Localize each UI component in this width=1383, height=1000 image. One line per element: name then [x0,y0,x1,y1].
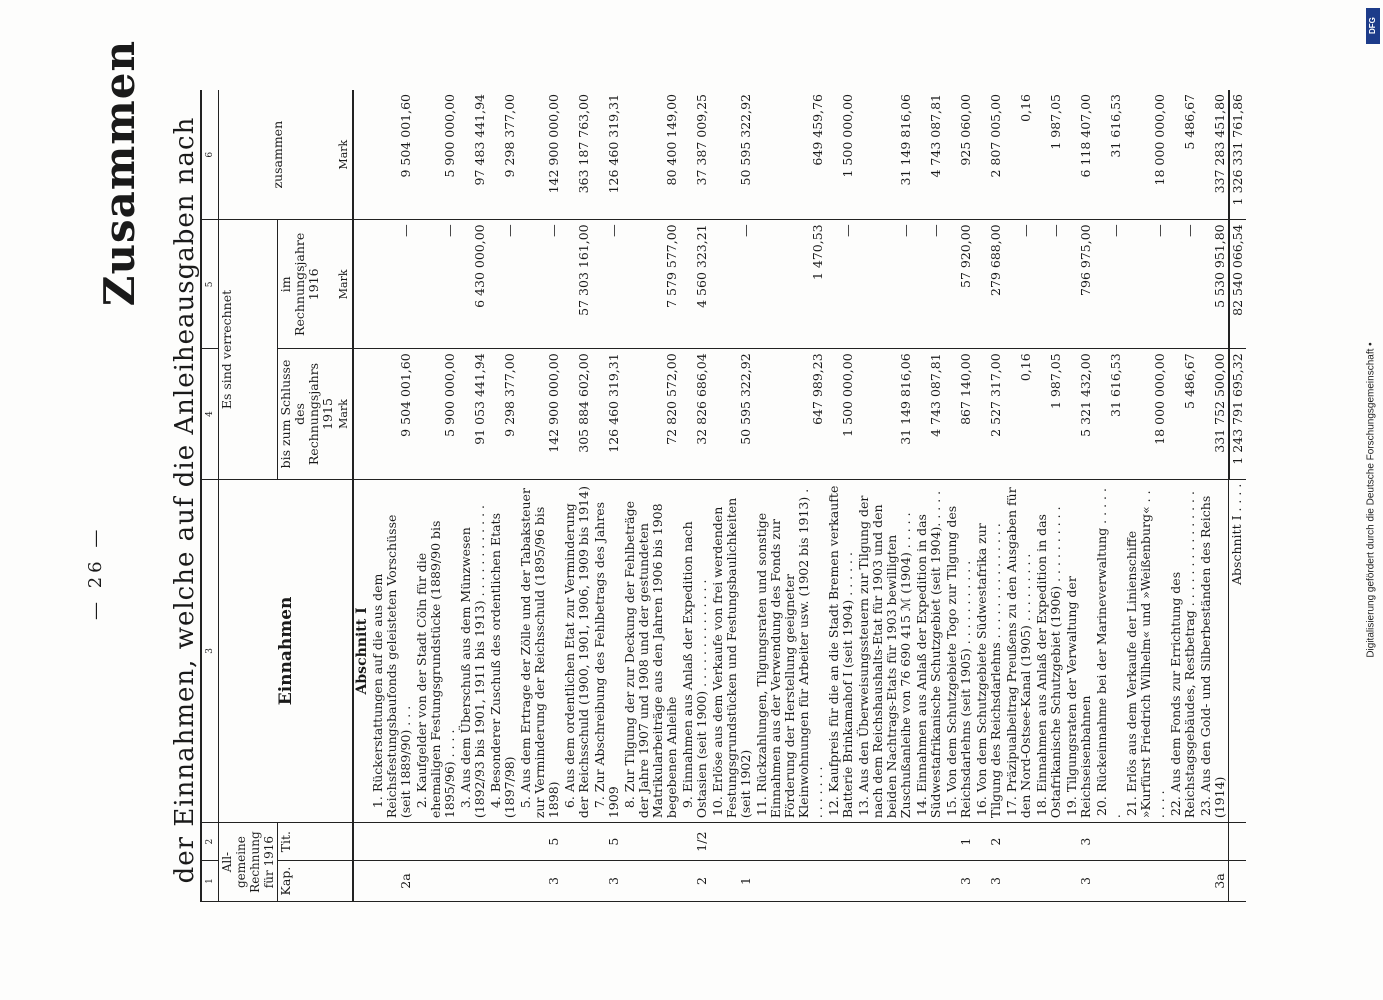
column-number-row [201,90,219,902]
table-row [974,90,1004,902]
total-c4: 1 243 791 695,32 [1229,349,1246,479]
title-text: Zusammen [95,40,144,307]
header-mark-4: Mark [336,349,353,479]
item-number: 10. [710,796,725,817]
kap-cell [826,861,856,902]
col-num-5: 5 [201,220,219,349]
kap-cell: 3 [944,861,974,902]
kap-cell: 1 [710,861,754,902]
description-cell [414,479,458,822]
description-cell [592,479,622,822]
header-einnahmen: Einnahmen [219,479,354,822]
col4-cell: 647 989,23 [754,349,826,479]
table-row [414,90,458,902]
table-row [826,90,856,902]
description-cell [1034,479,1064,822]
col5-cell: 4 560 323,21 [680,220,710,349]
dfg-logo: DFG [1366,8,1380,44]
item-text: Aus dem Fonds zur Errichtung des Reichstagsgebäudes, Restbetrag . . . . . . . . . . . . . . . [1168,491,1197,819]
col4-cell: 18 000 000,00 [1124,349,1168,479]
col6-cell: 31 149 816,06 [856,90,914,220]
item-number: 22. [1168,796,1183,817]
item-number: 13. [856,796,871,817]
tit-cell [622,823,680,861]
item-number: 7. [592,796,607,809]
col6-cell: 925 060,00 [944,90,974,220]
col5-cell: 1 470,53 [754,220,826,349]
header-tit: Tit. [278,823,354,861]
kap-cell [914,861,944,902]
kap-cell [1124,861,1168,902]
item-text: Zur Tilgung der zur Deckung der Fehlbeträge der Jahre 1907 und 1908 und der gestundeten Matrikularbeiträge aus den Jahren 1906 bis 1908 begebenen Anleihe [622,501,679,819]
kap-cell: 3 [1064,861,1094,902]
col6-cell: 18 000 000,00 [1124,90,1168,220]
table-row [944,90,974,902]
item-number: 9. [680,796,695,809]
item-text: Aus dem ordentlichen Etat zur Verminderung der Reichsschuld (1900, 1901, 1906, 1909 bis 1914) [562,486,591,819]
table-row [710,90,754,902]
col4-cell: 331 752 500,00 [1198,349,1229,479]
col4-cell: 5 900 000,00 [414,349,458,479]
item-number: 23. [1198,796,1213,817]
tit-cell [414,823,458,861]
item-number: 21. [1124,796,1139,817]
item-number: 4. [488,796,503,809]
kap-cell [414,861,458,902]
col5-cell: — [488,220,518,349]
col6-cell: 9 504 001,60 [370,90,414,220]
table-row [622,90,680,902]
col5-cell: — [856,220,914,349]
table-row [1124,90,1168,902]
kap-cell [754,861,826,902]
item-text: Aus den Gold- und Silberbeständen des Reichs (1914) [1198,495,1227,819]
col5-cell: — [1034,220,1064,349]
kap-cell [1094,861,1124,902]
digitization-credit: Digitalisierung gefördert durch die Deutsche Forschungsgemeinschaft • [1365,342,1377,658]
kap-cell [1034,861,1064,902]
kap-cell: 3 [518,861,562,902]
header-group: All-gemeine Rechnung für 1916 [219,823,278,902]
col4-cell: 2 527 317,00 [974,349,1004,479]
item-number: 2. [414,796,429,809]
tit-cell [1168,823,1198,861]
item-text: Einnahmen aus Anlaß der Expedition nach Ostasien (seit 1900) . . . . . . . . . . . . . . [680,521,709,819]
col6-cell: 80 400 149,00 [622,90,680,220]
col6-cell: 337 283 451,80 [1198,90,1229,220]
kap-cell: 2a [370,861,414,902]
tit-cell [370,823,414,861]
table-row [1034,90,1064,902]
tit-cell [710,823,754,861]
col4-cell: 50 595 322,92 [710,349,754,479]
table-body [353,90,1229,902]
section-heading: Abschnitt I [353,479,370,822]
col6-cell: 97 483 441,94 [458,90,488,220]
kap-cell [622,861,680,902]
tit-cell [1094,823,1124,861]
col6-cell: 4 743 087,81 [914,90,944,220]
table-row [488,90,518,902]
tit-cell: 3 [1064,823,1094,861]
header-mark-5: Mark [336,220,353,349]
col-num-3: 3 [201,479,219,822]
tit-cell [1198,823,1229,861]
col6-cell: 6 118 407,00 [1064,90,1094,220]
col4-cell: 91 053 441,94 [458,349,488,479]
item-number: 12. [826,796,841,817]
tit-cell [1034,823,1064,861]
item-number: 16. [974,796,989,817]
item-number: 11. [754,796,769,817]
col5-cell: — [518,220,562,349]
description-cell [370,479,414,822]
page-title [95,0,144,1000]
page-number: — 26 — [85,525,106,620]
col4-cell: 142 900 000,00 [518,349,562,479]
item-number: 15. [944,796,959,817]
col4-cell: 5 486,67 [1168,349,1198,479]
col6-cell: 5 900 000,00 [414,90,458,220]
item-text: Von dem Schutzgebiete Togo zur Tilgung des Reichsdarlehns (seit 1905) . . . . . . . . . . . [944,505,973,819]
col6-cell: 1 500 000,00 [826,90,856,220]
item-text: Rückeinnahme bei der Marineverwaltung . . . . . . [1094,488,1123,819]
total-row [1229,90,1246,902]
item-number: 6. [562,796,577,809]
kap-cell: 2 [680,861,710,902]
tit-cell: 2 [974,823,1004,861]
col6-cell: 9 298 377,00 [488,90,518,220]
col4-cell: 31 616,53 [1094,349,1124,479]
item-number: 19. [1064,796,1079,817]
col4-cell: 4 743 087,81 [914,349,944,479]
description-cell [458,479,488,822]
item-text: Kaufpreis für die an die Stadt Bremen verkaufte Batterie Brinkamahof I (seit 1904) . . . . . . [826,485,855,819]
col5-cell: — [1094,220,1124,349]
item-text: Von dem Schutzgebiete Südwestafrika zur Tilgung des Reichsdarlehns . . . . . . . . . . . . . . . [974,523,1003,819]
col5-cell: — [1124,220,1168,349]
col4-cell: 5 321 432,00 [1064,349,1094,479]
description-cell [1004,479,1034,822]
table-row [1198,90,1229,902]
item-text: Aus dem Ertrage der Zölle und der Tabaksteuer zur Verminderung der Reichsschuld (1895/96 bis 1898) [518,488,561,819]
description-cell [944,479,974,822]
total-c6: 1 326 331 761,86 [1229,90,1246,220]
table-row [1168,90,1198,902]
item-text: Zur Abschreibung des Fehlbetrags des Jahres 1909 [592,501,621,819]
kap-cell [1168,861,1198,902]
item-number: 17. [1004,796,1019,817]
description-cell [974,479,1004,822]
page-subtitle: der Einnahmen, welche auf die Anleiheausgaben nach [170,116,200,884]
tit-cell [488,823,518,861]
description-cell [562,479,592,822]
tit-cell: 5 [592,823,622,861]
header-verrechnet: Es sind verrechnet [219,220,278,479]
tit-cell [914,823,944,861]
item-number: 20. [1094,796,1109,817]
col5-cell: — [1168,220,1198,349]
kap-cell [856,861,914,902]
item-text: Kaufgelder von der Stadt Cöln für die ehemaligen Festungsgrundstücke (1889/90 bis 1895/96) . . . . [414,520,457,819]
col4-cell: 32 826 686,04 [680,349,710,479]
item-text: Tilgungsraten der Verwaltung der Reichseisenbahnen [1064,576,1093,819]
col5-cell: 7 579 577,00 [622,220,680,349]
header-zusammen: zusammen [219,90,337,220]
table-row [592,90,622,902]
header-kap: Kap. [278,861,354,902]
col4-cell: 31 149 816,06 [856,349,914,479]
col-num-1: 1 [201,861,219,902]
header-mark-6: Mark [336,90,353,220]
description-cell [1094,479,1124,822]
section-row [353,90,370,902]
col6-cell: 142 900 000,00 [518,90,562,220]
col6-cell: 126 460 319,31 [592,90,622,220]
item-text: Rückzahlungen, Tilgungsraten und sonstige Einnahmen aus der Verwendung des Fonds zur Förderung der Herstellung geeigneter Kleinwohnungen für Arbeiter usw. (1902 bis 1913) . . . . . . . . [754,488,825,819]
kap-cell [458,861,488,902]
item-number: 14. [914,796,929,817]
col6-cell: 37 387 009,25 [680,90,710,220]
item-text: Einnahmen aus Anlaß der Expedition in das Südwestafrikanische Schutzgebiet (seit 1904). . . . . [914,490,943,819]
table-row [1004,90,1034,902]
col4-cell: 867 140,00 [944,349,974,479]
col5-cell: 6 430 000,00 [458,220,488,349]
description-cell [488,479,518,822]
col5-cell: — [826,220,856,349]
col5-cell: — [370,220,414,349]
col5-cell: — [592,220,622,349]
col5-cell: 57 920,00 [944,220,974,349]
kap-cell [488,861,518,902]
tit-cell [826,823,856,861]
description-cell [1198,479,1229,822]
revenue-table [200,90,1246,902]
table-row [754,90,826,902]
col6-cell: 363 187 763,00 [562,90,592,220]
col4-cell: 9 298 377,00 [488,349,518,479]
col6-cell: 1 987,05 [1034,90,1064,220]
tit-cell [754,823,826,861]
description-cell [754,479,826,822]
col-num-2: 2 [201,823,219,861]
description-cell [826,479,856,822]
description-cell [856,479,914,822]
table-row [914,90,944,902]
tit-cell: 1/2 [680,823,710,861]
description-cell [680,479,710,822]
col6-cell: 5 486,67 [1168,90,1198,220]
total-label: Abschnitt I . . . . [1229,479,1246,822]
tit-cell: 5 [518,823,562,861]
col6-cell: 2 807 005,00 [974,90,1004,220]
item-text: Aus dem Überschuß aus dem Münzwesen (1892/93 bis 1901, 1911 bis 1913) . . . . . . . . . . . . [458,505,487,819]
total-c5: 82 540 066,54 [1229,220,1246,349]
col6-cell: 649 459,76 [754,90,826,220]
description-cell [622,479,680,822]
table-row [458,90,488,902]
col6-cell: 31 616,53 [1094,90,1124,220]
table-row [370,90,414,902]
col5-cell: — [414,220,458,349]
col4-cell: 126 460 319,31 [592,349,622,479]
item-number: 3. [458,796,473,809]
tit-cell [1124,823,1168,861]
tit-cell [458,823,488,861]
item-text: Einnahmen aus Anlaß der Expedition in das Ostafrikanische Schutzgebiet (1906) . . . . . . . . . . [1034,506,1063,819]
kap-cell [1004,861,1034,902]
item-text: Rückerstattungen auf die aus dem Reichsfestungsbaufonds geleisteten Vorschüsse (seit 1889/90) . . . [370,514,413,819]
description-cell [1064,479,1094,822]
item-number: 5. [518,796,533,809]
col5-cell: — [1004,220,1034,349]
description-cell [1124,479,1168,822]
col4-cell: 305 884 602,00 [562,349,592,479]
description-cell [914,479,944,822]
col5-cell: 279 688,00 [974,220,1004,349]
item-text: Besonderer Zuschuß des ordentlichen Etats (1897/98) [488,513,517,819]
col5-cell: 796 975,00 [1064,220,1094,349]
header-im: im Rechnungsjahre 1916 [278,220,337,349]
table-row [562,90,592,902]
kap-cell [562,861,592,902]
col4-cell: 0,16 [1004,349,1034,479]
tit-cell [562,823,592,861]
table-row [518,90,562,902]
col6-cell: 0,16 [1004,90,1034,220]
item-number: 18. [1034,796,1049,817]
item-text: Erlöse aus dem Verkaufe von frei werdenden Festungsgrundstücken und Festungsbaulichkeiten (seit 1902) [710,497,753,819]
header-row-1 [219,90,278,902]
table-row [1064,90,1094,902]
col5-cell: — [914,220,944,349]
description-cell [1168,479,1198,822]
col6-cell: 50 595 322,92 [710,90,754,220]
kap-cell: 3a [1198,861,1229,902]
tit-cell: 1 [944,823,974,861]
item-number: 8. [622,796,637,809]
col4-cell: 1 500 000,00 [826,349,856,479]
col-num-6: 6 [201,90,219,220]
col4-cell: 72 820 572,00 [622,349,680,479]
tit-cell [1004,823,1034,861]
col5-cell: 57 303 161,00 [562,220,592,349]
col-num-4: 4 [201,349,219,479]
table-row [856,90,914,902]
item-number: 1. [370,796,385,809]
col5-cell: 5 530 951,80 [1198,220,1229,349]
col4-cell: 9 504 001,60 [370,349,414,479]
col5-cell: — [710,220,754,349]
table-row [1094,90,1124,902]
item-text: Präzipualbeitrag Preußens zu den Ausgaben für den Nord-Ostsee-Kanal (1905) . . . . . . . . . [1004,487,1033,819]
table-row [680,90,710,902]
tit-cell [856,823,914,861]
description-cell [710,479,754,822]
item-text: Aus den Überweisungssteuern zur Tilgung der nach dem Reichshaushalts-Etat für 1903 und den beiden Nachtrags-Etats für 1903 bewilligten Zuschußanleihe von 76 690 415 ℳ (1904) . . . . . [856,495,913,819]
kap-cell: 3 [592,861,622,902]
col4-cell: 1 987,05 [1034,349,1064,479]
description-cell [518,479,562,822]
item-text: Erlös aus dem Verkaufe der Linienschiffe »Kurfürst Friedrich Wilhelm« und »Weißenburg« . . . . . . [1124,490,1167,819]
kap-cell: 3 [974,861,1004,902]
header-bis-zum: bis zum Schlusse des Rechnungsjahrs 1915 [278,349,337,479]
